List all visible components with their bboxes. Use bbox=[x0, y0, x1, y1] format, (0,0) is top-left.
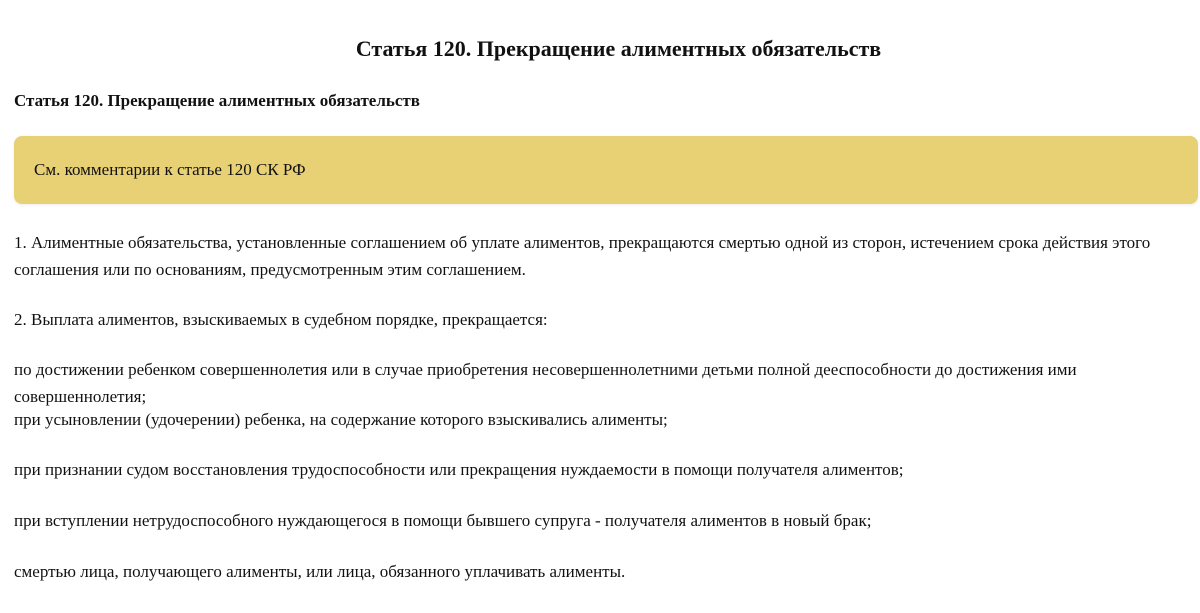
paragraph-1: 1. Алиментные обязательства, установленные соглашением об уплате алиментов, прекращаются смертью одной из сторон, истечением срока действия этого соглашения или по основаниям, предусмотренным этим соглашением. bbox=[14, 233, 1151, 279]
paragraph-2: 2. Выплата алиментов, взыскиваемых в судебном порядке, прекращается: bbox=[14, 310, 548, 329]
commentary-link[interactable] bbox=[14, 136, 1198, 204]
article-heading: Статья 120. Прекращение алиментных обязательств bbox=[14, 91, 420, 110]
paragraph-item-recovery: при признании судом восстановления трудоспособности или прекращения нуждаемости в помощи получателя алиментов; bbox=[14, 460, 904, 479]
page-title: Статья 120. Прекращение алиментных обязательств bbox=[355, 36, 882, 61]
paragraph-item-adoption: при усыновлении (удочерении) ребенка, на содержание которого взыскивались алименты; bbox=[14, 410, 668, 429]
paragraph-item-remarriage: при вступлении нетрудоспособного нуждающегося в помощи бывшего супруга - получателя алиментов в новый брак; bbox=[14, 511, 872, 530]
paragraph-item-majority: по достижении ребенком совершеннолетия или в случае приобретения несовершеннолетними детьми полной дееспособности до достижения ими совершеннолетия; bbox=[14, 360, 1077, 406]
commentary-link-label: См. комментарии к статье 120 СК РФ bbox=[34, 160, 306, 179]
paragraph-item-death: смертью лица, получающего алименты, или лица, обязанного уплачивать алименты. bbox=[14, 562, 626, 581]
